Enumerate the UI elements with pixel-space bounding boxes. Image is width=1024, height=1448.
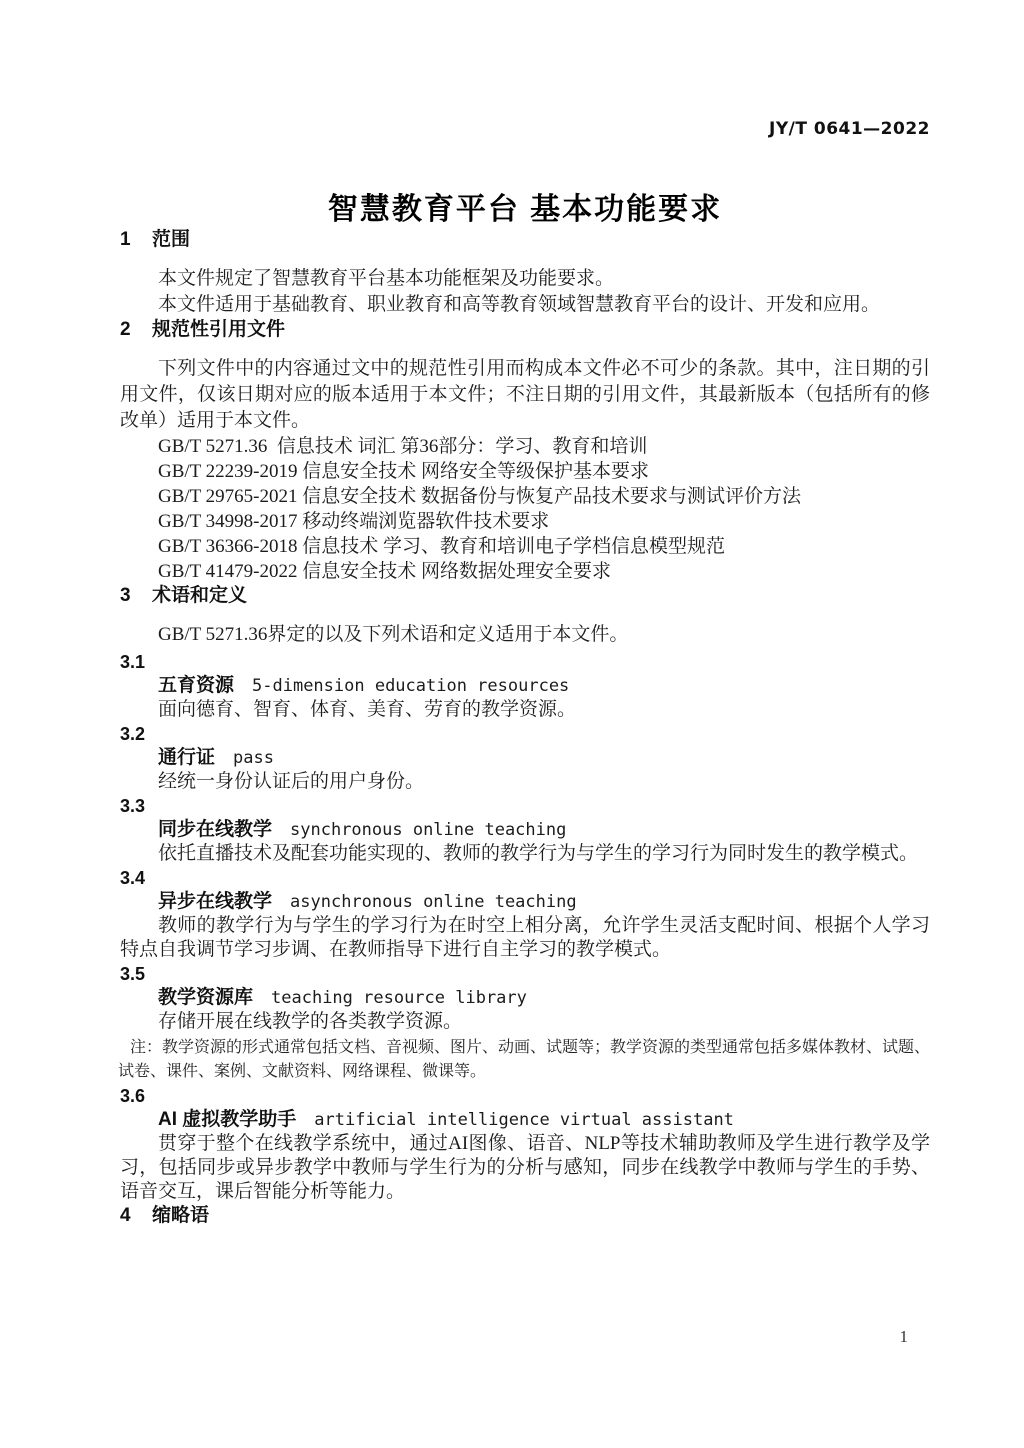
term-name-en: asynchronous online teaching [290, 892, 577, 912]
section-number: 1 [120, 229, 131, 250]
term-name [120, 746, 930, 770]
term-name-en: 5-dimension education resources [252, 676, 570, 696]
page-number: 1 [899, 1327, 908, 1346]
reference-item: GB/T 5271.36 信息技术 词汇 第36部分：学习、教育和培训 [158, 436, 648, 457]
term-number: 3.6 [120, 1086, 146, 1106]
document-title: 智慧教育平台 基本功能要求 [327, 193, 723, 226]
standard-code: JY/T 0641—2022 [769, 119, 930, 139]
section-heading-abbreviations [120, 1204, 930, 1228]
reference-item: GB/T 29765-2021 信息安全技术 数据备份与恢复产品技术要求与测试评价方法 [158, 486, 802, 507]
term-definition: 教师的教学行为与学生的学习行为在时空上相分离，允许学生灵活支配时间、根据个人学习特点自我调节学习步调、在教师指导下进行自主学习的教学模式。 [120, 915, 930, 960]
term-name [120, 818, 930, 842]
term-name-en: teaching resource library [271, 988, 527, 1008]
normative-intro: 下列文件中的内容通过文中的规范性引用而构成本文件必不可少的条款。其中，注日期的引用文件，仅该日期对应的版本适用于本文件；不注日期的引用文件，其最新版本（包括所有的修改单）适用于本文件。 [120, 358, 930, 431]
term-name [120, 890, 930, 914]
term-number: 3.3 [120, 796, 146, 816]
section-label: 规范性引用文件 [152, 319, 286, 340]
section-label: 缩略语 [152, 1205, 210, 1226]
term-name-zh: 教学资源库 [158, 987, 254, 1008]
section-heading-normative-references [120, 318, 930, 342]
term-entry [120, 794, 930, 866]
term-name-zh: 五育资源 [158, 675, 235, 696]
term-definition: 面向德育、智育、体育、美育、劳育的教学资源。 [158, 699, 577, 720]
term-name-zh: 异步在线教学 [158, 891, 273, 912]
term-number: 3.4 [120, 868, 146, 888]
term-entry [120, 1084, 930, 1204]
term-note: 注：教学资源的形式通常包括文档、音视频、图片、动画、试题等；教学资源的类型通常包括多媒体教材、试题、试卷、课件、案例、文献资料、网络课程、微课等。 [118, 1039, 931, 1080]
term-name [120, 674, 930, 698]
term-name-zh: 通行证 [158, 747, 216, 768]
section-label: 范围 [152, 229, 191, 250]
scope-paragraph-2: 本文件适用于基础教育、职业教育和高等教育领域智慧教育平台的设计、开发和应用。 [158, 294, 881, 315]
terms-intro: GB/T 5271.36界定的以及下列术语和定义适用于本文件。 [158, 624, 629, 645]
term-name-zh: AI 虚拟教学助手 [158, 1109, 297, 1130]
term-name-en: artificial intelligence virtual assistant [314, 1110, 734, 1130]
term-number: 3.5 [120, 964, 146, 984]
term-definition: 存储开展在线教学的各类教学资源。 [158, 1011, 463, 1032]
scope-paragraph-1: 本文件规定了智慧教育平台基本功能框架及功能要求。 [158, 268, 615, 289]
section-number: 4 [120, 1205, 131, 1226]
term-name-zh: 同步在线教学 [158, 819, 273, 840]
section-heading-scope [120, 228, 930, 252]
section-heading-terms [120, 584, 930, 608]
term-definition: 贯穿于整个在线教学系统中，通过AI图像、语音、NLP等技术辅助教师及学生进行教学及学习，包括同步或异步教学中教师与学生行为的分析与感知，同步在线教学中教师与学生的手势、语音交互，课后智能分析等能力。 [120, 1133, 930, 1202]
reference-item: GB/T 41479-2022 信息安全技术 网络数据处理安全要求 [158, 561, 612, 582]
term-name-en: synchronous online teaching [290, 820, 567, 840]
term-name [120, 1108, 930, 1132]
term-name [120, 986, 930, 1010]
section-number: 2 [120, 319, 131, 340]
reference-item: GB/T 36366-2018 信息技术 学习、教育和培训电子学档信息模型规范 [158, 536, 726, 557]
term-definition: 经统一身份认证后的用户身份。 [158, 771, 425, 792]
term-entry [120, 866, 930, 962]
term-number: 3.2 [120, 724, 146, 744]
section-number: 3 [120, 585, 131, 606]
section-label: 术语和定义 [152, 585, 248, 606]
term-entry [120, 722, 930, 794]
reference-item: GB/T 34998-2017 移动终端浏览器软件技术要求 [158, 511, 550, 532]
term-name-en: pass [233, 748, 274, 768]
reference-item: GB/T 22239-2019 信息安全技术 网络安全等级保护基本要求 [158, 461, 650, 482]
term-entry [120, 962, 930, 1084]
term-definition: 依托直播技术及配套功能实现的、教师的教学行为与学生的学习行为同时发生的教学模式。 [158, 843, 919, 864]
term-number: 3.1 [120, 652, 146, 672]
term-entry [120, 650, 930, 722]
reference-list [120, 434, 930, 584]
